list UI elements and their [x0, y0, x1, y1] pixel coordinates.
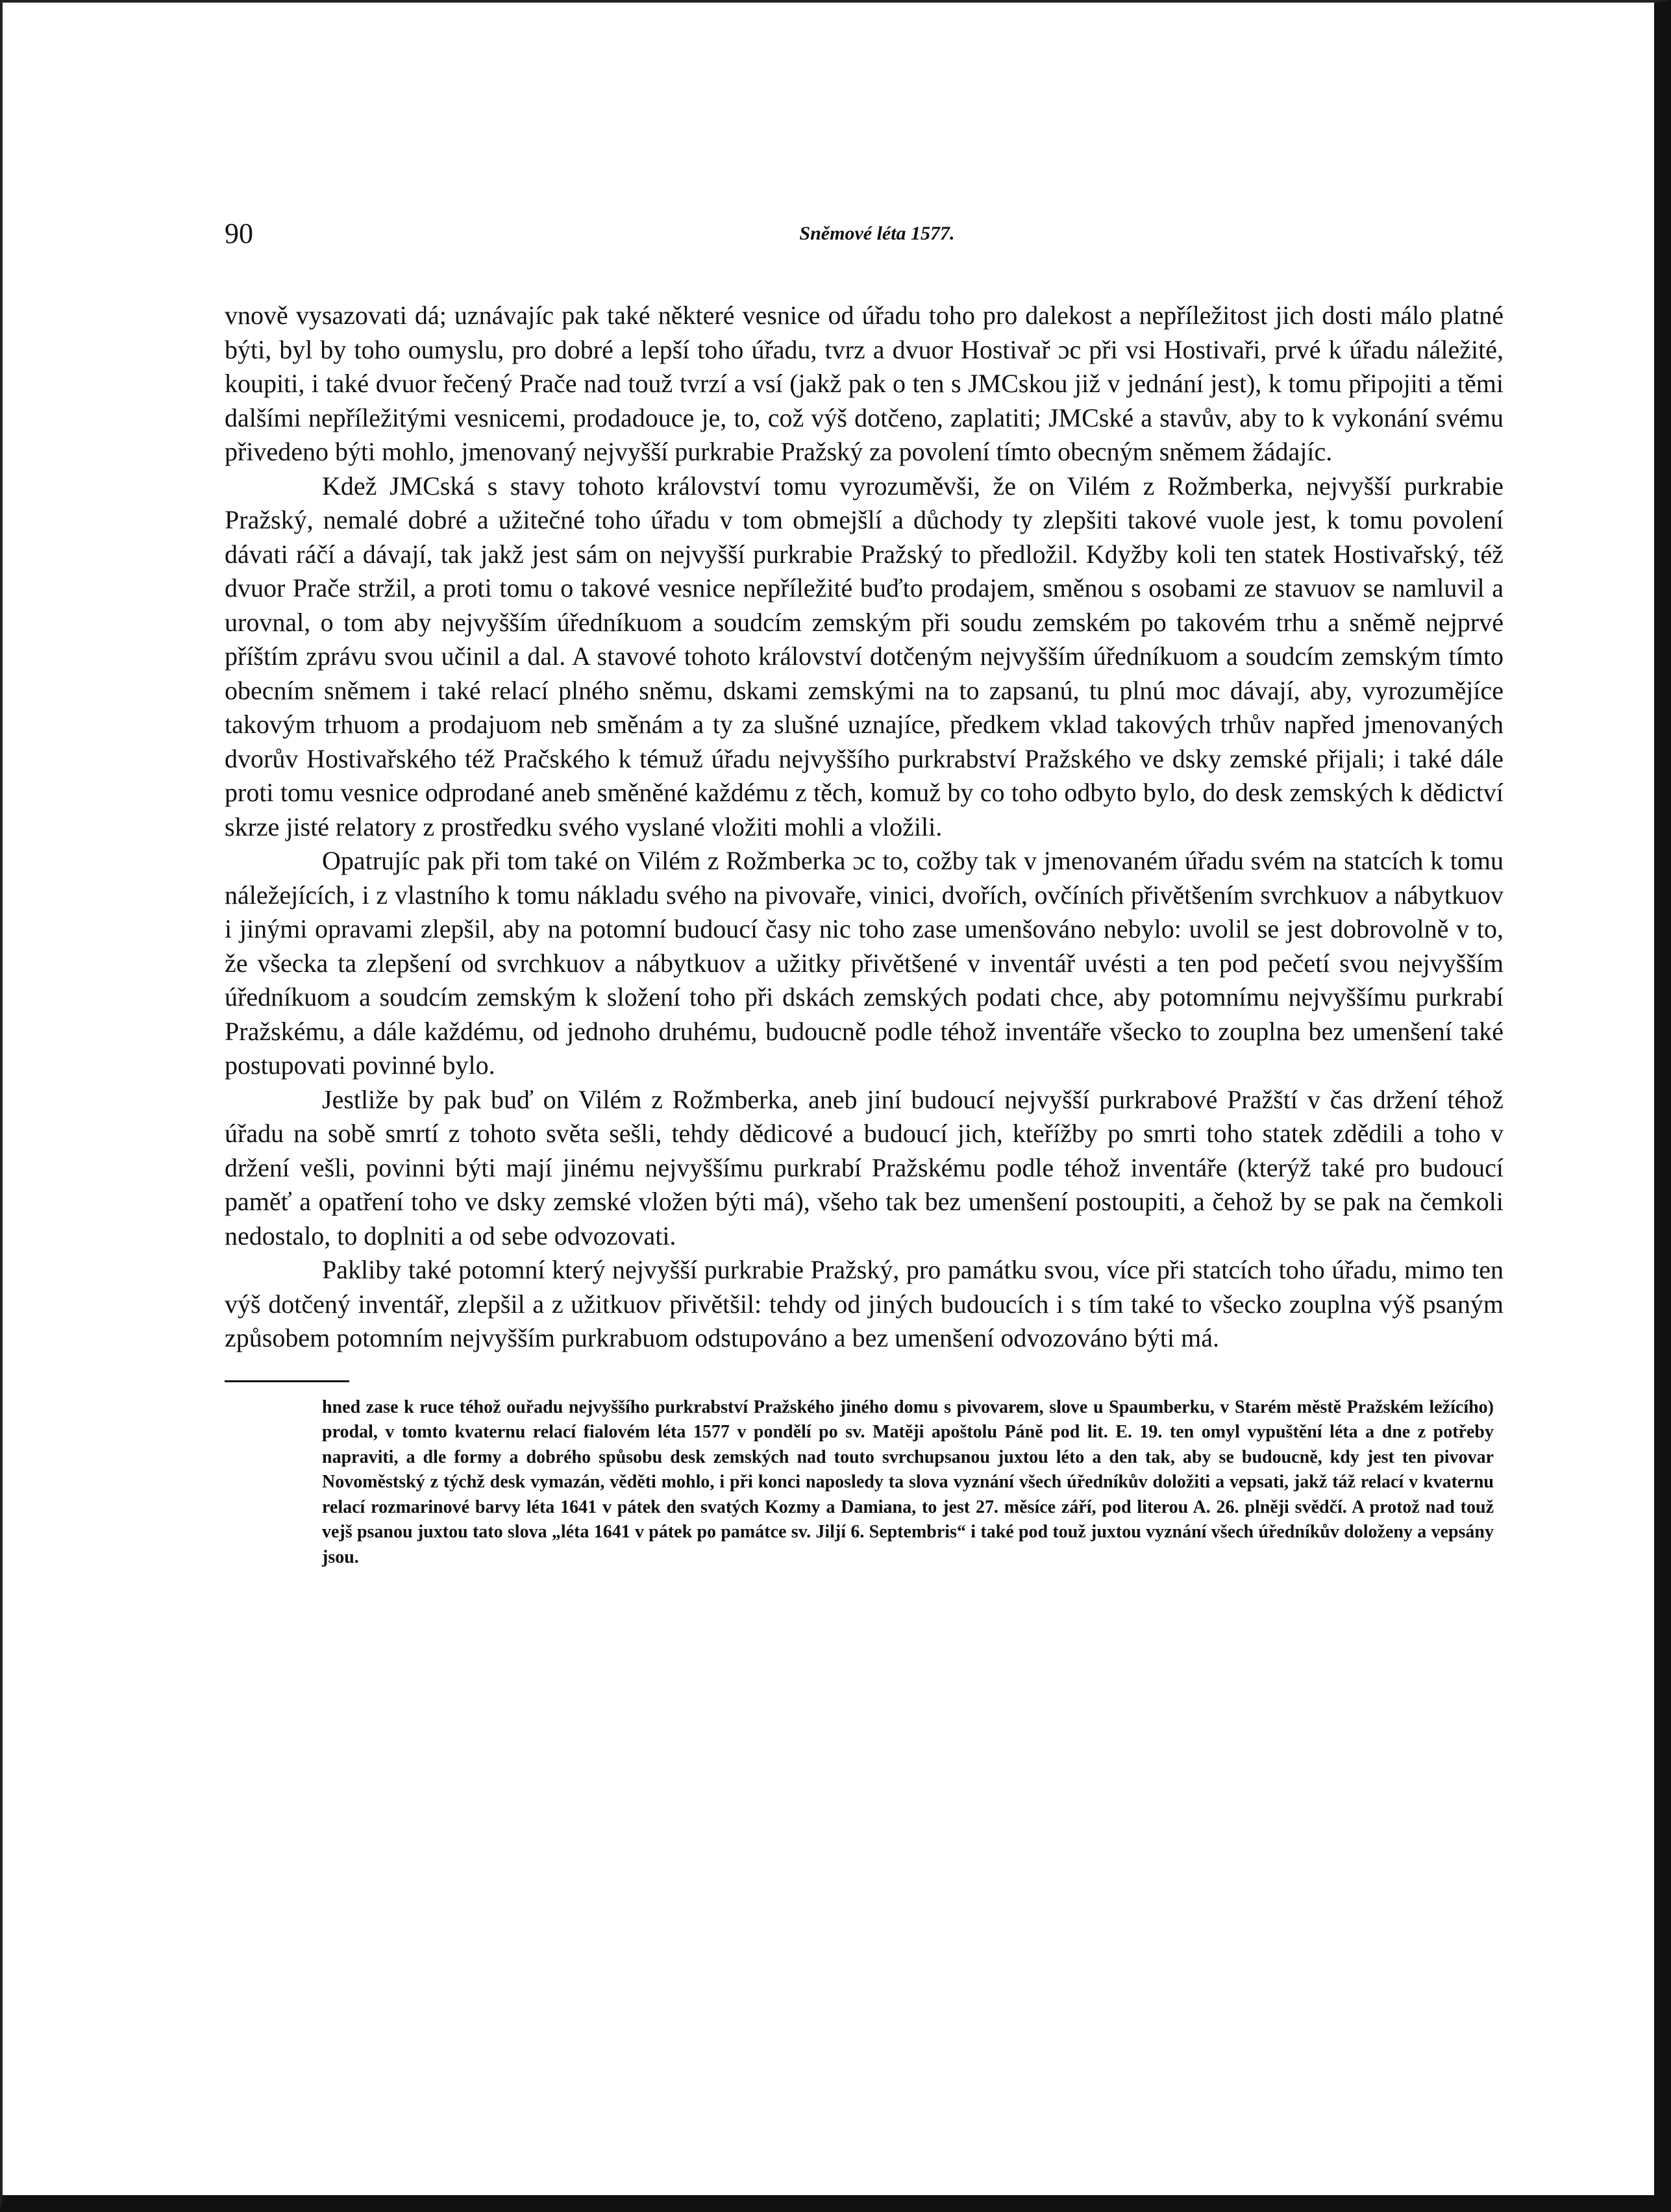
- paragraph-5: Pakliby také potomní který nejvyšší purkrabie Pražský, pro památku svou, více při statcích toho úřadu, mimo ten výš dotčený inventář, zlepšil a z užitkuov přivětšil: tehdy od jiných budoucích i s tím také to všecko zouplna výš psaným způsobem potomním nejvyšším purkrabuom odstupováno a bez umenšení odvozováno býti má.: [225, 1255, 1504, 1352]
- footnote-rule: [225, 1380, 349, 1382]
- body-text: [225, 299, 1504, 1356]
- footnote: hned zase k ruce téhož ouřadu nejvyššího purkrabství Pražského jiného domu s pivovarem, slove u Spaumberku, v Starém městě Pražském ležícího) prodal, v tomto kvaternu relací fialovém léta 1577 v pondělí po sv. Matěji apoštolu Páně pod lit. E. 19. ten omyl vypuštění léta a dne z potřeby napraviti, a dle formy a dobrého spůsobu desk zemských nad touto svrchupsanou juxtou léto a den tak, aby se budoucně, kdy jest ten pivovar Novoměstský z týchž desk vymazán, věděti mohlo, i při konci naposledy ta slova vyznání všech úředníkův doložiti a vepsati, jakž táž relací v kvaternu relací rozmarinové barvy léta 1641 v pátek den svatých Kozmy a Damiana, to jest 27. měsíce září, pod literou A. 26. plněji svědčí. A protož nad touž vejš psanou juxtou tato slova „léta 1641 v pátek po památce sv. Jiljí 6. Septembris“ i také pod touž juxtou vyznání všech úředníkův doloženy a vepsány jsou.: [322, 1397, 1494, 1567]
- running-title: Sněmové léta 1577.: [799, 223, 955, 244]
- page: [225, 214, 1504, 1570]
- paragraph-1: vnově vysazovati dá; uznávajíc pak také některé vesnice od úřadu toho pro dalekost a nepříležitost jich dosti málo platné býti, byl by toho oumyslu, pro dobré a lepší toho úřadu, tvrz a dvuor Hostivař ɔc při vsi Hostivaři, prvé k úřadu náležité, koupiti, i také dvuor řečený Prače nad touž tvrzí a vsí (jakž pak o ten s JMCskou již v jednání jest), k tomu připojiti a těmi dalšími nepříležitými vesnicemi, prodadouce je, to, což výš dotčeno, zaplatiti; JMCské a stavův, aby to k vykonání svému přivedeno býti mohlo, jmenovaný nejvyšší purkrabie Pražský za povolení tímto obecným sněmem žádajíc.: [225, 301, 1504, 466]
- running-head: [225, 214, 1504, 253]
- paragraph-3: Opatrujíc pak při tom také on Vilém z Rožmberka ɔc to, cožby tak v jmenovaném úřadu svém na statcích k tomu náležejících, i z vlastního k tomu nákladu svého na pivovaře, vinici, dvořích, ovčíních přivětšením svrchkuov a nábytkuov i jinými opravami zlepšil, aby na potomní budoucí časy nic toho zase umenšováno nebylo: uvolil se jest dobrovolně v to, že všecka ta zlepšení od svrchkuov a nábytkuov a užitky přivětšené v inventář uvésti a ten pod pečetí svou nejvyšším úředníkuom a soudcím zemským k složení toho při dskách zemských podati chce, aby potomnímu nejvyššímu purkrabí Pražskému, a dále každému, od jednoho druhému, budoucně podle téhož inventáře všecko to zouplna bez umenšení také postupovati povinné bylo.: [225, 846, 1504, 1080]
- page-number: 90: [225, 217, 253, 249]
- paragraph-2: Kdež JMCská s stavy tohoto království tomu vyrozuměvši, že on Vilém z Rožmberka, nejvyšší purkrabie Pražský, nemalé dobré a užitečné toho úřadu v tom obmejšlí a důchody ty zlepšiti takové vuole jest, k tomu povolení dávati ráčí a dávají, tak jakž jest sám on nejvyšší purkrabie Pražský to předložil. Kdyžby koli ten statek Hostivařský, též dvuor Prače stržil, a proti tomu o takové vesnice nepříležité buďto prodajem, směnou s osobami ze stavuov se namluvil a urovnal, o tom aby nejvyšším úředníkuom a soudcím zemským při soudu zemském po takovém trhu a sněmě nejprvé příštím zprávu svou učinil a dal. A stavové tohoto království dotčeným nejvyšším úředníkuom a soudcím zemským tímto obecním sněmem i také relací plného sněmu, dskami zemskými na to zapsanú, tu plnú moc dávají, aby, vyrozumějíce takovým trhuom a prodajuom neb směnám a ty za slušné uznajíce, předkem vklad takových trhův napřed jmenovaných dvorův Hostivařského též Pračského k témuž úřadu nejvyššího purkrabství Pražského ve dsky zemské přijali; i také dále proti tomu vesnice odprodané aneb směněné každému z těch, komuž by co toho odbyto bylo, do desk zemských k dědictví skrze jisté relatory z prostředku svého vyslané vložiti mohli a vložili.: [225, 471, 1504, 841]
- paragraph-4: Jestliže by pak buď on Vilém z Rožmberka, aneb jiní budoucí nejvyšší purkrabové Pražští v čas držení téhož úřadu na sobě smrtí z tohoto světa sešli, tehdy dědicové a budoucí jich, kteřížby po smrti toho statek zdědili a toho v držení vešli, povinni býti mají jinému nejvyššímu purkrabí Pražskému podle téhož inventáře (kterýž také pro budoucí paměť a opatření toho ve dsky zemské vložen býti má), všeho tak bez umenšení postoupiti, a čehož by se pak na čemkoli nedostalo, to doplniti a od sebe odvozovati.: [225, 1084, 1504, 1250]
